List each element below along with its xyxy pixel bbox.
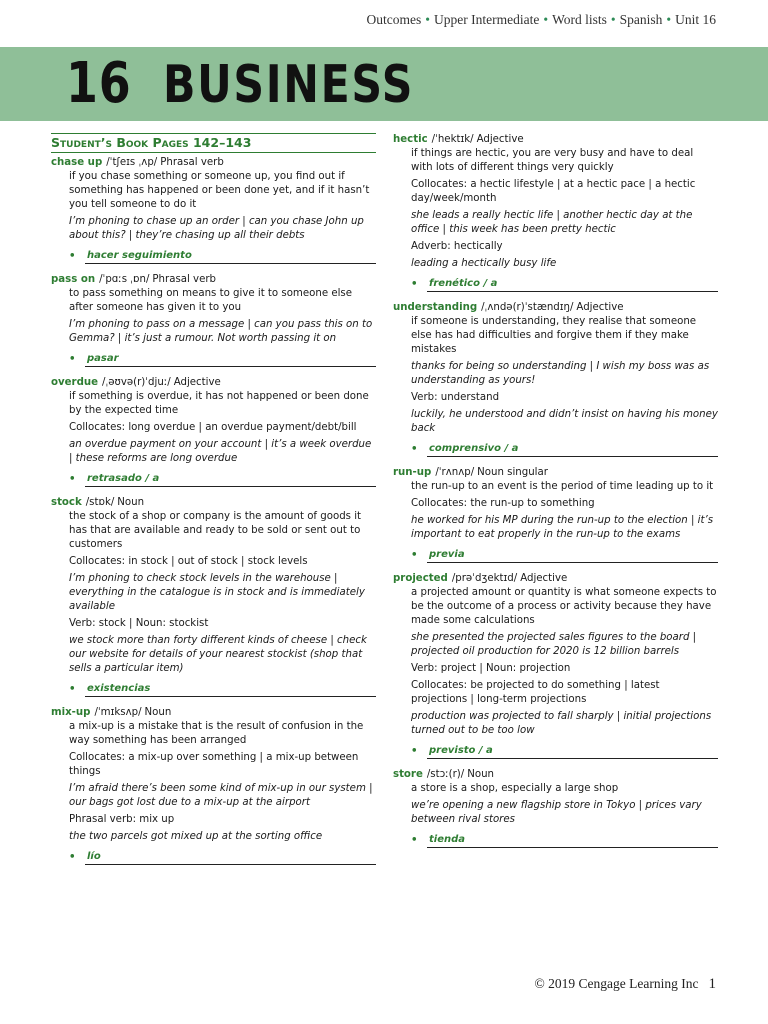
headword: pass on [51,274,96,285]
breadcrumb-item: Spanish [619,12,663,27]
headword: mix-up [51,707,91,718]
example-sentences: she presented the projected sales figures to the board | projected oil production for 2020 is 12 billion barrels [411,632,697,657]
pronunciation: /ˈmɪksʌp/ [94,707,142,718]
word-entry [393,768,718,848]
entry-headline [393,572,718,586]
definition: a store is a shop, especially a large shop [411,783,619,794]
right-column [393,133,718,857]
example-sentences: she leads a really hectic life | another hectic day at the office | this week has been pretty hectic [411,210,693,235]
part-of-speech: Noun [467,769,494,780]
headword: store [393,769,423,780]
example-sentences: luckily, he understood and didn’t insist on having his money back [411,409,718,434]
breadcrumb-separator: • [543,12,549,27]
pronunciation: /ˈpɑːs ˌɒn/ [99,274,150,285]
definition: the stock of a shop or company is the amount of goods it has that are available and ready to be sold or sent out to customers [69,511,362,550]
headword: run-up [393,467,432,478]
entry-headline [51,706,376,720]
collocates-line: Collocates: long overdue | an overdue payment/debt/bill [69,422,357,433]
left-column [51,133,376,874]
breadcrumb-item: Word lists [552,12,607,27]
bullet-icon: • [411,444,418,455]
bullet-icon: • [69,251,76,262]
example-sentences: leading a hectically busy life [411,258,557,269]
part-of-speech: Noun singular [477,467,548,478]
bullet-icon: • [69,852,76,863]
breadcrumb-item: Unit 16 [675,12,716,27]
word-entry [393,301,718,457]
unit-title: BUSINESS [163,55,415,115]
collocates-line: Verb: project | Noun: projection [411,663,571,674]
breadcrumb-separator: • [425,12,431,27]
definition: to pass something on means to give it to someone else after someone has given it to you [69,288,352,313]
bullet-icon: • [69,684,76,695]
example-sentences: I’m phoning to pass on a message | can you pass this on to Gemma? | it’s just a rumour. Not worth passing it on [69,319,373,344]
example-sentences: I’m phoning to chase up an order | can you chase John up about this? | they’re chasing up all their debts [69,216,364,241]
collocates-line: Verb: understand [411,392,500,403]
pronunciation: /ˈrʌnʌp/ [435,467,475,478]
breadcrumb-item: Upper Intermediate [434,12,540,27]
definition: if someone is understanding, they realise that someone else has had difficulties and forgive them if they make mistakes [411,316,697,355]
entry-body [411,782,718,827]
translation: comprensivo / a [427,442,718,457]
entry-body [69,170,376,243]
entry-body [411,586,718,738]
translation-line [411,744,718,759]
word-entry [51,376,376,487]
entry-headline [51,156,376,170]
example-sentences: thanks for being so understanding | I wish my boss was as understanding as yours! [411,361,710,386]
definition: if things are hectic, you are very busy and have to deal with lots of different things very quickly [411,148,694,173]
bullet-icon: • [411,746,418,757]
word-entry [393,466,718,563]
collocates-line: Collocates: a mix-up over something | a mix-up between things [69,752,359,777]
translation-line [69,249,376,264]
page-footer [535,976,716,993]
translation-line [411,833,718,848]
example-sentences: production was projected to fall sharply | initial projections turned out to be too low [411,711,712,736]
translation-line [411,442,718,457]
translation-line [69,850,376,865]
word-entry [51,156,376,264]
definition: if you chase something or someone up, you find out if something has happened or been done yet, and if it hasn’t you tell someone to do it [69,171,370,210]
definition: a mix-up is a mistake that is the result of confusion in the way something has been arranged [69,721,364,746]
example-sentences: we stock more than forty different kinds of cheese | check our website for details of your nearest stockist (shop that sells a particular item) [69,635,367,674]
word-entry [51,273,376,367]
collocates-line: Collocates: the run-up to something [411,498,595,509]
entry-body [411,315,718,436]
collocates-line: Verb: stock | Noun: stockist [69,618,209,629]
example-sentences: the two parcels got mixed up at the sorting office [69,831,323,842]
translation: tienda [427,833,718,848]
entry-headline [393,466,718,480]
entry-headline [393,133,718,147]
example-sentences: an overdue payment on your account | it’s a week overdue | these reforms are long overdue [69,439,372,464]
bullet-icon: • [411,279,418,290]
collocates-line: Adverb: hectically [411,241,503,252]
breadcrumb-separator: • [610,12,616,27]
pronunciation: /ˌʌndə(r)ˈstændɪŋ/ [481,302,574,313]
example-sentences: I’m phoning to check stock levels in the warehouse | everything in the catalogue is in stock and is immediately available [69,573,365,612]
headword: understanding [393,302,478,313]
example-sentences: he worked for his MP during the run-up to the election | it’s important to eat properly in the run-up to the exams [411,515,714,540]
translation-line [69,682,376,697]
pronunciation: /ˌəʊvə(r)ˈdjuː/ [102,377,171,388]
headword: chase up [51,157,103,168]
pronunciation: /ˈtʃeɪs ˌʌp/ [106,157,158,168]
collocates-line: Phrasal verb: mix up [69,814,175,825]
entry-body [69,720,376,844]
headword: overdue [51,377,99,388]
word-entry [393,133,718,292]
bullet-icon: • [411,835,418,846]
collocates-line: Collocates: be projected to do something | latest projections | long-term projections [411,680,660,705]
entry-body [411,147,718,271]
page-number: 1 [708,976,716,992]
part-of-speech: Noun [117,497,145,508]
pronunciation: /stɒk/ [85,497,115,508]
breadcrumb-item: Outcomes [366,12,422,27]
translation: previsto / a [427,744,718,759]
headword: stock [51,497,82,508]
word-entry [51,496,376,697]
part-of-speech: Noun [144,707,172,718]
word-entry [393,572,718,759]
bullet-icon: • [411,550,418,561]
pronunciation: /ˈhektɪk/ [431,134,474,145]
definition: the run-up to an event is the period of time leading up to it [411,481,714,492]
breadcrumb [367,12,716,28]
entry-body [69,390,376,466]
collocates-line: Collocates: a hectic lifestyle | at a hectic pace | a hectic day/week/month [411,179,696,204]
entry-headline [51,496,376,510]
part-of-speech: Phrasal verb [152,274,217,285]
breadcrumb-separator: • [666,12,672,27]
translation: previa [427,548,718,563]
translation: retrasado / a [85,472,376,487]
translation: hacer seguimiento [85,249,376,264]
part-of-speech: Adjective [576,302,624,313]
definition: if something is overdue, it has not happened or been done by the expected time [69,391,369,416]
entry-headline [393,301,718,315]
bullet-icon: • [69,474,76,485]
translation: existencias [85,682,376,697]
part-of-speech: Adjective [520,573,568,584]
pronunciation: /prəˈdʒektɪd/ [451,573,518,584]
entry-headline [51,376,376,390]
entry-body [69,287,376,346]
unit-number: 16 [66,51,132,116]
part-of-speech: Adjective [476,134,524,145]
example-sentences: I’m afraid there’s been some kind of mix-up in our system | our bags got lost due to a mix-up at the airport [69,783,373,808]
pronunciation: /stɔː(r)/ [426,769,465,780]
part-of-speech: Phrasal verb [160,157,224,168]
headword: projected [393,573,448,584]
part-of-speech: Adjective [173,377,221,388]
translation-line [69,472,376,487]
entry-headline [393,768,718,782]
translation: lío [85,850,376,865]
word-entry [51,706,376,865]
entry-headline [51,273,376,287]
bullet-icon: • [69,354,76,365]
translation-line [411,548,718,563]
translation: frenético / a [427,277,718,292]
section-heading: Student’s Book Pages 142–143 [51,133,376,153]
copyright: © 2019 Cengage Learning Inc [534,976,699,991]
translation-line [411,277,718,292]
headword: hectic [393,134,428,145]
collocates-line: Collocates: in stock | out of stock | stock levels [69,556,308,567]
definition: a projected amount or quantity is what someone expects to be the outcome of a process or activity because they have made some calculations [411,587,717,626]
translation-line [69,352,376,367]
entry-body [411,480,718,542]
translation: pasar [85,352,376,367]
entry-body [69,510,376,676]
example-sentences: we’re opening a new flagship store in Tokyo | prices vary between rival stores [411,800,702,825]
